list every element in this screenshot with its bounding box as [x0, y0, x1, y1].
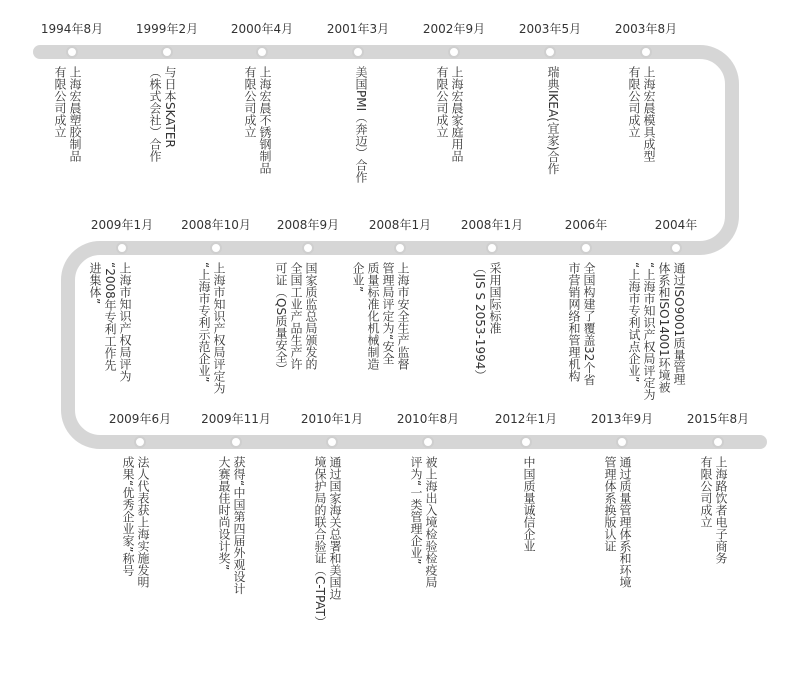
event-dot	[116, 242, 128, 254]
event-date: 2001年3月	[326, 22, 390, 36]
event-description: 中国质量诚信企业	[522, 456, 536, 552]
event-date: 2008年10月	[181, 218, 251, 232]
event-dot	[394, 242, 406, 254]
event-date: 2009年6月	[108, 412, 172, 426]
event-description: 与日本SKATER （株式会社）合作	[148, 66, 177, 162]
event-date: 2002年9月	[422, 22, 486, 36]
event-description: 上海市知识产权局评为 “2008年专利工作先 进集体”	[88, 262, 132, 382]
event-dot	[66, 46, 78, 58]
event-dot	[422, 436, 434, 448]
event-date: 2013年9月	[590, 412, 654, 426]
event-date: 2000年4月	[230, 22, 294, 36]
event-date: 2010年1月	[300, 412, 364, 426]
event-description: 上海宏晨不锈钢制品 有限公司成立	[243, 66, 272, 174]
event-date: 2003年8月	[614, 22, 678, 36]
event-date: 2008年9月	[276, 218, 340, 232]
event-description: 法人代表获上海实施发明 成果“优秀企业家”称号	[121, 456, 150, 588]
event-dot	[520, 436, 532, 448]
event-description: 采用国际标准 （JIS S 2053-1994）	[473, 262, 502, 382]
event-description: 通过国家海关总署和美国边 境保护局的联合验证（C-TPAT）	[313, 456, 342, 629]
event-date: 2009年11月	[201, 412, 271, 426]
event-date: 2006年	[564, 218, 608, 232]
event-dot	[670, 242, 682, 254]
event-date: 2008年1月	[460, 218, 524, 232]
event-date: 1994年8月	[40, 22, 104, 36]
event-dot	[326, 436, 338, 448]
event-description: 上海宏晨模具成型 有限公司成立	[627, 66, 656, 162]
event-dot	[302, 242, 314, 254]
event-description: 通过质量管理体系和环境 管理体系换版认证	[603, 456, 632, 588]
event-dot	[352, 46, 364, 58]
event-description: 获得“中国第四届外观设计 大赛最佳时尚设计奖”	[217, 456, 246, 595]
event-dot	[486, 242, 498, 254]
event-dot	[448, 46, 460, 58]
event-description: 上海宏晨塑胶制品 有限公司成立	[53, 66, 82, 162]
event-dot	[210, 242, 222, 254]
event-description: 上海路饮者电子商务 有限公司成立	[699, 456, 728, 564]
event-dot	[161, 46, 173, 58]
event-dot	[640, 46, 652, 58]
event-date: 2003年5月	[518, 22, 582, 36]
event-dot	[544, 46, 556, 58]
event-description: 美国PMI（奔迈）合作	[354, 66, 368, 184]
event-description: 上海宏晨家庭用品 有限公司成立	[435, 66, 464, 162]
event-dot	[256, 46, 268, 58]
event-dot	[616, 436, 628, 448]
event-description: 通过ISO9001质量管理 体系和ISO14001环境被 “上海市知识产权局评定为 “上海市专利试点企业”	[627, 262, 686, 401]
event-date: 2008年1月	[368, 218, 432, 232]
event-date: 2015年8月	[686, 412, 750, 426]
event-date: 2004年	[654, 218, 698, 232]
event-description: 全国构建了覆盖32个省 市营销网络和管理机构	[567, 262, 596, 386]
event-date: 2009年1月	[90, 218, 154, 232]
event-description: 被上海出入境检验检疫局 评为“一类管理企业”	[409, 456, 438, 588]
event-description: 上海市知识产权局评定为 “上海市专利示范企业”	[197, 262, 226, 394]
event-dot	[230, 436, 242, 448]
event-dot	[134, 436, 146, 448]
event-description: 上海市安全生产监督 管理局评定为“安全 质量标准化机械制造 企业”	[351, 262, 410, 370]
event-dot	[712, 436, 724, 448]
event-description: 瑞典IKEA(宜家)合作	[546, 66, 560, 175]
event-date: 1999年2月	[135, 22, 199, 36]
event-date: 2012年1月	[494, 412, 558, 426]
event-dot	[580, 242, 592, 254]
event-description: 国家质监总局颁发的 全国工业产品生产许 可证（QS质量安全）	[274, 262, 318, 376]
event-date: 2010年8月	[396, 412, 460, 426]
